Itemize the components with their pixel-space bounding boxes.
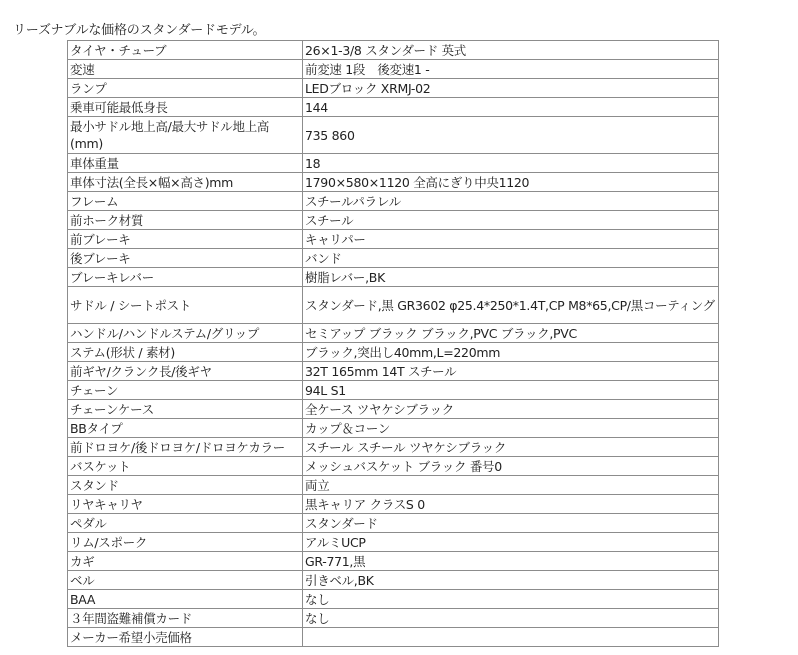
table-row: [68, 457, 719, 476]
spec-label: ハンドル/ハンドルステム/グリップ: [68, 324, 303, 343]
spec-value: バンド: [303, 249, 719, 268]
spec-value: 735 860: [303, 117, 719, 154]
spec-value: 32T 165mm 14T スチール: [303, 362, 719, 381]
spec-value: なし: [303, 609, 719, 628]
spec-label: メーカー希望小売価格: [68, 628, 303, 647]
table-row: [68, 628, 719, 647]
spec-value: GR-771,黒: [303, 552, 719, 571]
spec-label: ブレーキレバー: [68, 268, 303, 287]
spec-label: 前ホーク材質: [68, 211, 303, 230]
spec-label: 後ブレーキ: [68, 249, 303, 268]
spec-value: 両立: [303, 476, 719, 495]
spec-value: キャリパー: [303, 230, 719, 249]
spec-value: スチール スチール ツヤケシブラック: [303, 438, 719, 457]
spec-value: 樹脂レバー,BK: [303, 268, 719, 287]
spec-label: ステム(形状 / 素材): [68, 343, 303, 362]
table-row: [68, 324, 719, 343]
table-row: [68, 590, 719, 609]
table-row: [68, 117, 719, 154]
spec-value: セミアップ ブラック ブラック,PVC ブラック,PVC: [303, 324, 719, 343]
table-row: [68, 60, 719, 79]
table-row: [68, 419, 719, 438]
spec-label: ランプ: [68, 79, 303, 98]
spec-label: 最小サドル地上高/最大サドル地上高(mm): [68, 117, 303, 154]
spec-value: カップ＆コーン: [303, 419, 719, 438]
table-row: [68, 514, 719, 533]
spec-label: 車体寸法(全長×幅×高さ)mm: [68, 173, 303, 192]
table-row: [68, 249, 719, 268]
table-row: [68, 287, 719, 324]
spec-label: 前ギヤ/クランク長/後ギヤ: [68, 362, 303, 381]
table-row: [68, 173, 719, 192]
table-row: [68, 438, 719, 457]
spec-label: 乗車可能最低身長: [68, 98, 303, 117]
spec-label: カギ: [68, 552, 303, 571]
spec-value: メッシュバスケット ブラック 番号0: [303, 457, 719, 476]
table-row: [68, 381, 719, 400]
table-row: [68, 154, 719, 173]
spec-label: 変速: [68, 60, 303, 79]
spec-label: フレーム: [68, 192, 303, 211]
spec-value: スチールパラレル: [303, 192, 719, 211]
spec-table: [67, 40, 719, 647]
spec-value: [303, 628, 719, 647]
spec-label: ３年間盗難補償カード: [68, 609, 303, 628]
table-row: [68, 609, 719, 628]
spec-label: BAA: [68, 590, 303, 609]
table-row: [68, 211, 719, 230]
spec-value: なし: [303, 590, 719, 609]
table-row: [68, 98, 719, 117]
spec-value: 18: [303, 154, 719, 173]
spec-label: 車体重量: [68, 154, 303, 173]
table-row: [68, 552, 719, 571]
spec-label: ベル: [68, 571, 303, 590]
spec-value: スタンダード: [303, 514, 719, 533]
spec-value: 全ケース ツヤケシブラック: [303, 400, 719, 419]
spec-label: タイヤ・チューブ: [68, 41, 303, 60]
spec-label: リヤキャリヤ: [68, 495, 303, 514]
table-row: [68, 400, 719, 419]
spec-value: 26×1-3/8 スタンダード 英式: [303, 41, 719, 60]
spec-value: 144: [303, 98, 719, 117]
spec-value: LEDブロック XRMJ-02: [303, 79, 719, 98]
spec-label: リム/スポーク: [68, 533, 303, 552]
table-row: [68, 79, 719, 98]
spec-label: チェーン: [68, 381, 303, 400]
table-row: [68, 230, 719, 249]
spec-value: 黒キャリア クラスS 0: [303, 495, 719, 514]
spec-label: 前ドロヨケ/後ドロヨケ/ドロヨケカラー: [68, 438, 303, 457]
spec-value: スタンダード,黒 GR3602 φ25.4*250*1.4T,CP M8*65,CP/黒コーティング: [303, 287, 719, 324]
spec-label: 前ブレーキ: [68, 230, 303, 249]
spec-value: 引きベル,BK: [303, 571, 719, 590]
table-row: [68, 571, 719, 590]
spec-value: 1790×580×1120 全高にぎり中央1120: [303, 173, 719, 192]
table-row: [68, 476, 719, 495]
spec-label: BBタイプ: [68, 419, 303, 438]
spec-value: アルミUCP: [303, 533, 719, 552]
spec-value: 前変速 1段 後変速1 -: [303, 60, 719, 79]
spec-label: スタンド: [68, 476, 303, 495]
spec-label: ペダル: [68, 514, 303, 533]
table-row: [68, 343, 719, 362]
spec-label: サドル / シートポスト: [68, 287, 303, 324]
spec-label: チェーンケース: [68, 400, 303, 419]
table-row: [68, 362, 719, 381]
intro-text: リーズナブルな価格のスタンダードモデル。: [13, 23, 266, 38]
table-row: [68, 495, 719, 514]
spec-value: ブラック,突出し40mm,L=220mm: [303, 343, 719, 362]
table-row: [68, 268, 719, 287]
spec-value: 94L S1: [303, 381, 719, 400]
table-row: [68, 192, 719, 211]
spec-label: バスケット: [68, 457, 303, 476]
table-row: [68, 41, 719, 60]
table-row: [68, 533, 719, 552]
spec-value: スチール: [303, 211, 719, 230]
